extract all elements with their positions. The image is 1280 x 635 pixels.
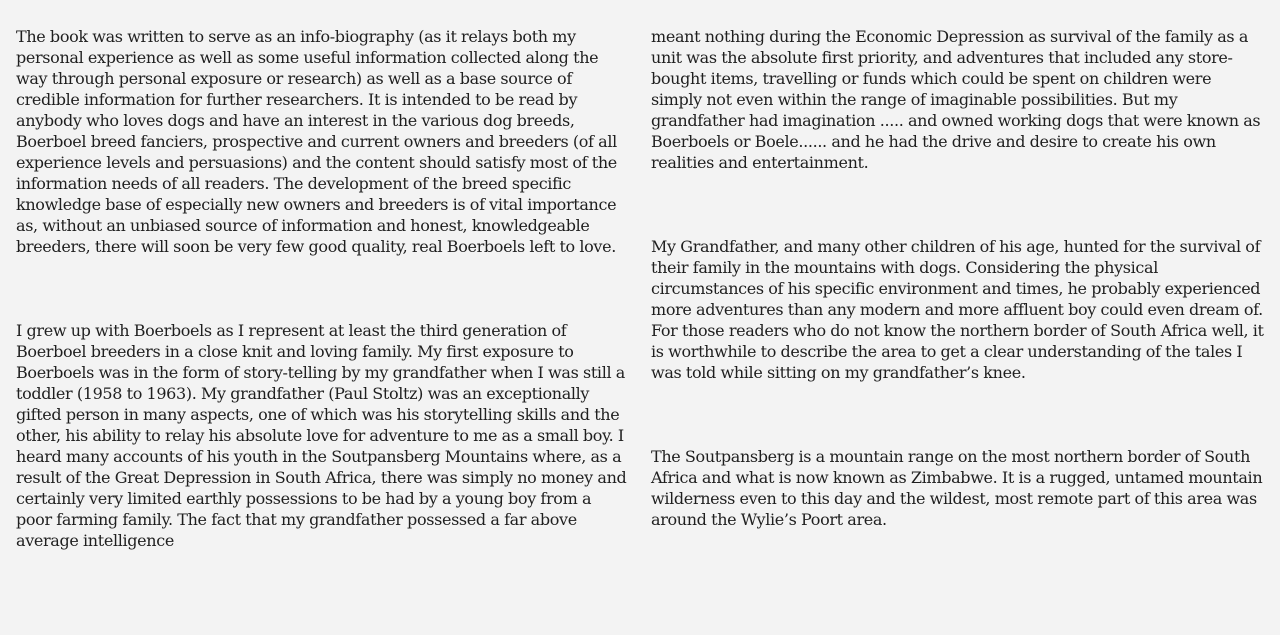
paragraph-soutpansberg: The Soutpansberg is a mountain range on the most northern border of South Africa and what is now known as Zimbabwe. It is a rugged, untamed mountain wilderness even to this day and the wildest, most remote part of this area was around the Wylie’s Poort area. [651,447,1263,529]
right-column [651,26,1265,530]
paragraph-depression: meant nothing during the Economic Depression as survival of the family as a unit was the absolute first priority, and adventures that included any store-bought items, travelling or funds which could be spent on children were simply not even within the range of imaginable possibilities. But my grandfather had imagination ..... and owned working dogs that were known as Boerboels or Boele...... and he had the drive and desire to create his own realities and entertainment. [651,27,1261,172]
paragraph-gap [16,257,628,320]
left-column [16,26,628,551]
paragraph-gap [651,173,1265,236]
paragraph-growing-up: I grew up with Boerboels as I represent at least the third generation of Boerboel breeders in a close knit and loving family. My first exposure to Boerboels was in the form of story-telling by my grandfather when I was still a toddler (1958 to 1963). My grandfather (Paul Stoltz) was an exceptionally gifted person in many aspects, one of which was his storytelling skills and the other, his ability to relay his absolute love for adventure to me as a small boy. I heard many accounts of his youth in the Soutpansberg Mountains where, as a result of the Great Depression in South Africa, there was simply no money and certainly very limited earthly possessions to be had by a young boy from a poor farming family. The fact that my grandfather possessed a far above average intelligence [16,321,627,550]
paragraph-gap [651,383,1265,446]
paragraph-book-purpose: The book was written to serve as an info-biography (as it relays both my personal experience as well as some useful information collected along the way through personal exposure or research) as well as a base source of credible information for further researchers. It is intended to be read by anybody who loves dogs and have an interest in the various dog breeds, Boerboel breed fanciers, prospective and current owners and breeders (of all experience levels and persuasions) and the content should satisfy most of the information needs of all readers. The development of the breed specific knowledge base of especially new owners and breeders is of vital importance as, without an unbiased source of information and honest, knowledgeable breeders, there will soon be very few good quality, real Boerboels left to love. [16,27,617,256]
paragraph-hunting: My Grandfather, and many other children of his age, hunted for the survival of their family in the mountains with dogs. Considering the physical circumstances of his specific environment and times, he probably experienced more adventures than any modern and more affluent boy could even dream of. For those readers who do not know the northern border of South Africa well, it is worthwhile to describe the area to get a clear understanding of the tales I was told while sitting on my grandfather’s knee. [651,237,1264,382]
